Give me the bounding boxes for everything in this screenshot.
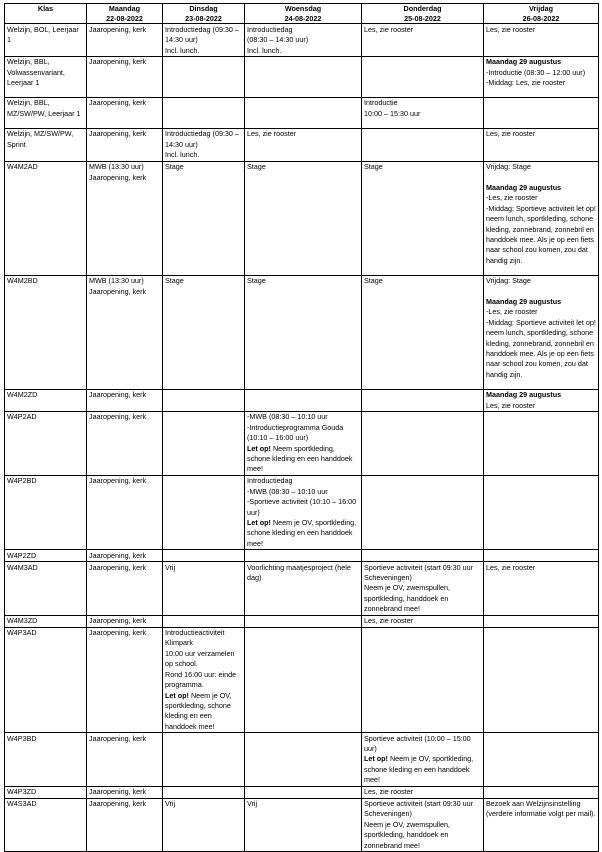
schedule-cell — [245, 786, 362, 798]
schedule-cell — [87, 550, 163, 562]
cell-line: Jaaropening, kerk — [89, 476, 147, 486]
header-klas — [5, 4, 87, 24]
header-day: Woensdag — [284, 4, 322, 13]
header-day: Donderdag — [403, 4, 442, 13]
schedule-cell — [245, 733, 362, 787]
cell-line: Jaaropening, kerk — [89, 628, 147, 638]
schedule-cell — [484, 389, 599, 411]
schedule-cell — [484, 733, 599, 787]
cell-line: Vrij — [247, 799, 258, 809]
schedule-cell — [484, 56, 599, 97]
cell-line: -MWB (08:30 – 10:10 uur — [247, 412, 328, 422]
class-name: W4M2AD — [7, 162, 38, 172]
cell-line — [247, 444, 359, 475]
table-row — [5, 733, 599, 787]
cell-text: Neem je OV, sportkleding, schone kleding en een handdoek mee! — [364, 754, 476, 785]
schedule-cell — [87, 733, 163, 787]
cell-line: -MWB (08:30 – 10:10 uur — [247, 486, 328, 496]
cell-line: MWB (13:30 uur) — [89, 162, 144, 172]
class-name: Welzijn, BBL, MZ/SW/PW, Leerjaar 1 — [7, 98, 81, 118]
schedule-cell — [484, 615, 599, 627]
cell-line: Jaaropening, kerk — [89, 787, 147, 797]
schedule-table — [4, 3, 599, 852]
schedule-cell — [87, 56, 163, 97]
cell-line: Rond 16:00 uur: einde programma. — [165, 669, 239, 690]
table-row — [5, 798, 599, 852]
schedule-cell — [245, 97, 362, 128]
cell-line: Jaaropening, kerk — [89, 172, 147, 182]
cell-line: Sportieve activiteit (start 09:30 uur Scheveningen) — [364, 562, 476, 583]
cell-line: Jaaropening, kerk — [89, 562, 147, 572]
cell-line: Vrijdag: Stage — [486, 162, 531, 172]
header-vrijdag — [484, 4, 599, 24]
cell-line: Maandag 29 augustus — [486, 57, 562, 67]
header-date: 23-08-2022 — [185, 13, 222, 23]
class-name: W4P3AD — [7, 628, 37, 638]
schedule-cell — [484, 786, 599, 798]
class-cell — [5, 411, 87, 475]
schedule-cell — [362, 733, 484, 787]
cell-line: Jaaropening, kerk — [89, 24, 147, 34]
cell-line: Maandag 29 augustus — [486, 296, 562, 306]
schedule-cell — [245, 411, 362, 475]
table-row — [5, 627, 599, 733]
cell-line: -Les, zie rooster — [486, 193, 538, 203]
cell-line: Sportieve activiteit (start 09:30 uur Scheveningen) — [364, 799, 476, 819]
schedule-body — [5, 24, 599, 852]
header-row — [5, 4, 599, 24]
cell-emphasis: Let op! — [247, 443, 271, 453]
cell-line: Jaaropening, kerk — [89, 550, 147, 560]
cell-line: Introductie — [364, 98, 398, 108]
header-day: Maandag — [108, 4, 141, 13]
table-row — [5, 475, 599, 549]
schedule-cell — [87, 128, 163, 161]
cell-line: -Middag: Sportieve activiteit let op! neem lunch, sportkleding, schone kleding, zonnebrand, zonnebril en handdoek mee. Als je op een fiets naar school zou komen, zou dat handig zijn. — [486, 317, 598, 379]
cell-line: Stage — [247, 162, 266, 172]
schedule-cell — [87, 798, 163, 852]
cell-line: Vrijdag: Stage — [486, 276, 531, 286]
header-date: 25-08-2022 — [404, 13, 441, 23]
schedule-cell — [163, 786, 245, 798]
cell-line: -Middag: Sportieve activiteit let op! neem lunch, sportkleding, schone kleding, zonnebrand, zonnebril en handdoek mee. Als je op een fiets naar school zou komen, zou dat handig zijn. — [486, 203, 598, 265]
class-cell — [5, 97, 87, 128]
schedule-cell — [484, 627, 599, 733]
cell-line: Jaaropening, kerk — [89, 616, 147, 626]
table-row — [5, 562, 599, 616]
schedule-cell — [245, 562, 362, 616]
schedule-cell — [362, 475, 484, 549]
class-cell — [5, 562, 87, 616]
header-date: 26-08-2022 — [522, 13, 560, 23]
schedule-cell — [245, 275, 362, 389]
cell-line: Les, zie rooster — [486, 129, 536, 139]
schedule-cell — [245, 798, 362, 852]
schedule-cell — [245, 475, 362, 549]
cell-emphasis: Let op! — [165, 690, 189, 700]
class-name: Welzijn, BBL, Volwassenvariant, Leerjaar 1 — [7, 57, 67, 88]
class-cell — [5, 550, 87, 562]
cell-line: Jaaropening, kerk — [89, 799, 147, 809]
schedule-cell — [163, 275, 245, 389]
cell-line: Les, zie rooster — [364, 24, 414, 34]
schedule-cell — [87, 97, 163, 128]
cell-line: Jaaropening, kerk — [89, 129, 147, 139]
cell-line — [165, 691, 242, 733]
class-name: W4S3AD — [7, 799, 37, 809]
cell-line: -Middag: Les, zie rooster — [486, 78, 566, 88]
cell-line: Stage — [364, 276, 383, 286]
header-date: 22-08-2022 — [106, 13, 143, 23]
class-cell — [5, 798, 87, 852]
schedule-cell — [163, 798, 245, 852]
schedule-cell — [87, 475, 163, 549]
schedule-cell — [484, 97, 599, 128]
schedule-cell — [245, 615, 362, 627]
schedule-cell — [163, 562, 245, 616]
header-day: Dinsdag — [189, 4, 218, 13]
schedule-cell — [163, 128, 245, 161]
cell-line: -Les, zie rooster — [486, 307, 538, 317]
schedule-cell — [245, 56, 362, 97]
cell-line: Introductiedag — [247, 24, 293, 34]
schedule-cell — [87, 275, 163, 389]
cell-line: Introductiedag (09:30 – 14:30 uur) — [165, 129, 241, 149]
cell-line: Introductieactiviteit Klimpark — [165, 628, 227, 648]
cell-line: Introductiedag — [247, 476, 293, 486]
schedule-cell — [163, 475, 245, 549]
schedule-cell — [87, 615, 163, 627]
schedule-cell — [362, 562, 484, 616]
class-cell — [5, 615, 87, 627]
schedule-cell — [245, 627, 362, 733]
schedule-cell — [163, 615, 245, 627]
class-name: W4P3ZD — [7, 787, 37, 797]
schedule-cell — [163, 550, 245, 562]
cell-line: Incl. lunch. — [165, 150, 200, 160]
class-cell — [5, 733, 87, 787]
class-name: W4M3ZD — [7, 616, 38, 626]
table-row — [5, 550, 599, 562]
schedule-cell — [163, 411, 245, 475]
class-cell — [5, 786, 87, 798]
cell-line: Les, zie rooster — [364, 616, 414, 626]
schedule-cell — [484, 161, 599, 275]
class-name: W4M2ZD — [7, 390, 38, 400]
cell-line: Stage — [165, 162, 184, 172]
cell-line: Les, zie rooster — [364, 787, 414, 797]
table-row — [5, 56, 599, 97]
class-name: W4M2BD — [7, 276, 38, 286]
schedule-cell — [87, 786, 163, 798]
schedule-cell — [245, 550, 362, 562]
schedule-cell — [163, 733, 245, 787]
schedule-cell — [484, 411, 599, 475]
schedule-cell — [362, 128, 484, 161]
class-cell — [5, 475, 87, 549]
header-dinsdag — [163, 4, 245, 24]
cell-line: Vrij — [165, 562, 176, 572]
cell-line: Jaaropening, kerk — [89, 390, 147, 400]
cell-line: Jaaropening, kerk — [89, 733, 147, 743]
cell-line: Les, zie rooster — [486, 24, 536, 34]
table-row — [5, 786, 599, 798]
schedule-cell — [163, 24, 245, 57]
cell-line — [486, 287, 596, 297]
class-cell — [5, 627, 87, 733]
schedule-cell — [484, 128, 599, 161]
schedule-cell — [362, 615, 484, 627]
header-donderdag — [362, 4, 484, 24]
schedule-cell — [362, 56, 484, 97]
schedule-cell — [362, 161, 484, 275]
header-day: Klas — [37, 4, 54, 13]
cell-line: Sportieve activiteit (10:00 – 15:00 uur) — [364, 733, 473, 754]
schedule-cell — [362, 786, 484, 798]
header-day: Vrijdag — [529, 4, 553, 13]
schedule-cell — [484, 475, 599, 549]
cell-line: Stage — [247, 276, 266, 286]
cell-line: Les, zie rooster — [247, 129, 297, 139]
cell-line: Bezoek aan Welzijnsinstelling (verdere informatie volgt per mail). — [486, 799, 596, 819]
cell-line: Maandag 29 augustus — [486, 390, 562, 400]
schedule-cell — [362, 275, 484, 389]
table-row — [5, 161, 599, 275]
class-cell — [5, 128, 87, 161]
cell-line: -Sportieve activiteit (10:10 – 16:00 uur) — [247, 497, 359, 517]
cell-line: Les, zie rooster — [486, 562, 536, 572]
schedule-cell — [362, 389, 484, 411]
schedule-cell — [87, 389, 163, 411]
header-date: 24-08-2022 — [284, 13, 322, 23]
schedule-cell — [245, 161, 362, 275]
cell-line: -Introductieprogramma Gouda (10:10 – 16:00 uur) — [247, 422, 346, 443]
header-maandag — [87, 4, 163, 24]
cell-line: Incl. lunch. — [247, 45, 282, 55]
class-name: W4P2BD — [7, 476, 37, 486]
cell-line: Jaaropening, kerk — [89, 57, 147, 67]
cell-line: Jaaropening, kerk — [89, 412, 147, 422]
table-row — [5, 615, 599, 627]
schedule-cell — [484, 275, 599, 389]
schedule-cell — [163, 389, 245, 411]
schedule-cell — [362, 798, 484, 852]
cell-line: Vrij — [165, 799, 176, 809]
table-row — [5, 389, 599, 411]
table-row — [5, 128, 599, 161]
cell-line: 10:00 uur verzamelen op school. — [165, 648, 237, 669]
schedule-cell — [362, 411, 484, 475]
cell-line: Jaaropening, kerk — [89, 98, 147, 108]
schedule-cell — [163, 161, 245, 275]
schedule-cell — [362, 24, 484, 57]
cell-line — [247, 518, 359, 549]
cell-line: Jaaropening, kerk — [89, 286, 147, 296]
class-name: W4P3BD — [7, 733, 37, 743]
class-name: W4P2AD — [7, 412, 37, 422]
cell-line: Voorlichting maatjesproject (hele dag) — [247, 562, 353, 583]
schedule-cell — [362, 627, 484, 733]
class-cell — [5, 56, 87, 97]
schedule-cell — [87, 627, 163, 733]
cell-text: Neem je OV, sportkleding, schone kleding en een handdoek mee! — [247, 518, 359, 548]
class-name: W4P2ZD — [7, 550, 37, 560]
cell-line: Incl. lunch. — [165, 45, 200, 55]
class-cell — [5, 275, 87, 389]
class-name: Welzijn, MZ/SW/PW, Sprint — [7, 129, 76, 149]
table-row — [5, 97, 599, 128]
schedule-cell — [163, 56, 245, 97]
schedule-cell — [362, 97, 484, 128]
cell-line: Les, zie rooster — [486, 400, 536, 410]
table-row — [5, 411, 599, 475]
schedule-cell — [245, 389, 362, 411]
schedule-cell — [163, 97, 245, 128]
cell-line — [364, 754, 481, 785]
schedule-cell — [362, 550, 484, 562]
cell-text: Neem je OV, sportkleding, schone kleding en een handdoek mee! — [165, 690, 234, 731]
schedule-cell — [245, 24, 362, 57]
cell-line — [486, 173, 596, 183]
cell-line: 10:00 – 15:30 uur — [364, 108, 421, 118]
cell-line: MWB (13:30 uur) — [89, 276, 144, 286]
cell-emphasis: Let op! — [247, 518, 271, 527]
schedule-cell — [163, 627, 245, 733]
schedule-cell — [87, 562, 163, 616]
schedule-cell — [484, 24, 599, 57]
schedule-cell — [484, 550, 599, 562]
cell-line: Stage — [165, 276, 184, 286]
class-cell — [5, 161, 87, 275]
cell-line: Neem je OV, zwemspullen, sportkleding, handdoek en zonnebrand mee! — [364, 583, 453, 614]
cell-emphasis: Let op! — [364, 754, 388, 764]
header-woensdag — [245, 4, 362, 24]
cell-text: Neem sportkleding, schone kleding en een handdoek mee! — [247, 443, 355, 474]
schedule-cell — [87, 411, 163, 475]
schedule-cell — [484, 562, 599, 616]
cell-line: Maandag 29 augustus — [486, 182, 562, 192]
cell-line: Stage — [364, 162, 383, 172]
class-name: W4M3AD — [7, 562, 38, 572]
cell-line: Neem je OV, zwemspullen, sportkleding, handdoek en zonnebrand mee! — [364, 819, 453, 850]
schedule-cell — [87, 24, 163, 57]
schedule-cell — [245, 128, 362, 161]
table-row — [5, 24, 599, 57]
schedule-cell — [484, 798, 599, 852]
cell-line: -Introductie (08:30 – 12:00 uur) — [486, 67, 586, 77]
schedule-cell — [87, 161, 163, 275]
class-cell — [5, 389, 87, 411]
cell-line: (08:30 – 14:30 uur) — [247, 35, 309, 45]
table-row — [5, 275, 599, 389]
cell-line: Introductiedag (09:30 – 14:30 uur) — [165, 24, 241, 45]
class-name: Welzijn, BOL, Leerjaar 1 — [7, 24, 81, 45]
class-cell — [5, 24, 87, 57]
